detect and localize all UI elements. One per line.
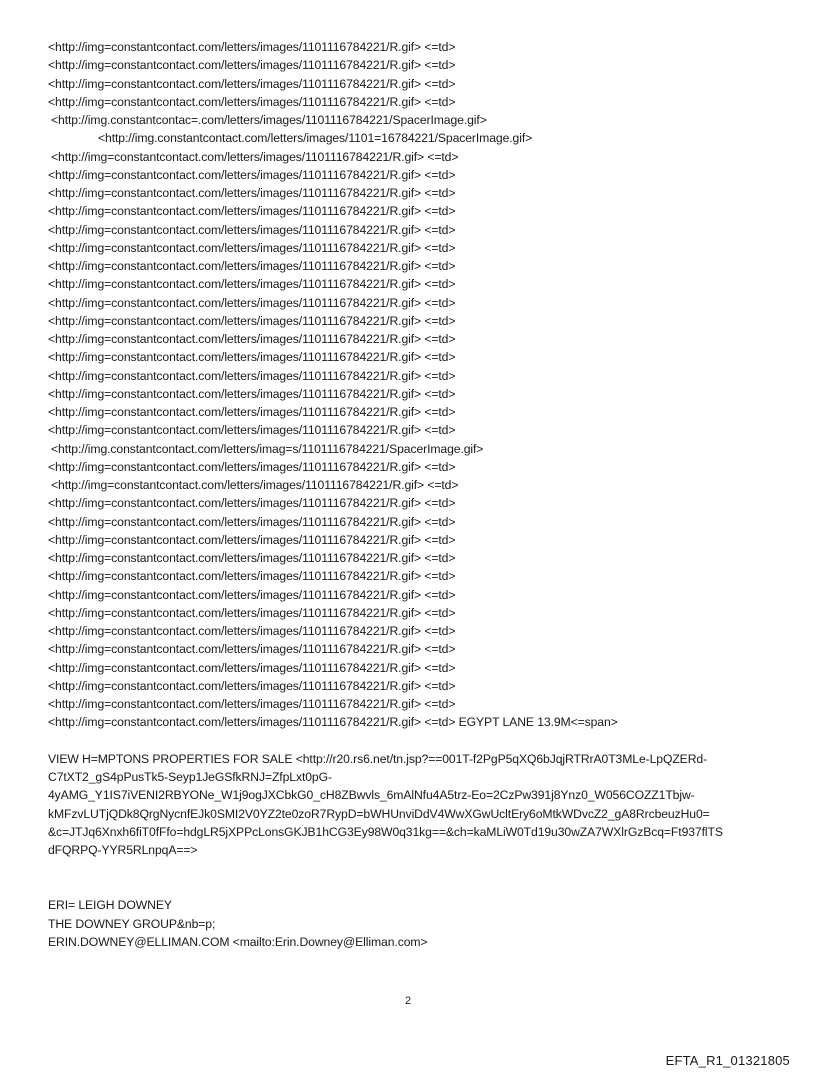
- url-line[interactable]: <http://img=constantcontact.com/letters/images/1101116784221/R.gif> <=td>: [48, 569, 456, 584]
- signature-group: THE DOWNEY GROUP&nb=p;: [48, 916, 216, 931]
- url-line-list: [48, 38, 788, 732]
- view-link-line: dFQRPQ-YYR5RLnpqA==>: [48, 843, 198, 857]
- url-line[interactable]: <http://img=constantcontact.com/letters/images/1101116784221/R.gif> <=td>: [48, 587, 456, 602]
- url-line[interactable]: <http://img.constantcontac=.com/letters/images/1101116784221/SpacerImage.gif>: [51, 113, 487, 127]
- url-line[interactable]: <http://img=constantcontact.com/letters/images/1101116784221/R.gif> <=td>: [48, 551, 456, 565]
- url-line[interactable]: <http://img=constantcontact.com/letters/images/1101116784221/R.gif> <=td>: [48, 678, 456, 693]
- url-line[interactable]: <http://img=constantcontact.com/letters/images/1101116784221/R.gif> <=td>: [51, 149, 459, 164]
- url-line[interactable]: <http://img=constantcontact.com/letters/images/1101116784221/R.gif> <=td>: [48, 532, 456, 547]
- url-line[interactable]: <http://img=constantcontact.com/letters/images/1101116784221/R.gif> <=td>: [48, 332, 456, 346]
- url-line[interactable]: <http://img=constantcontact.com/letters/images/1101116784221/R.gif> <=td>: [48, 405, 456, 419]
- url-line[interactable]: <http://img=constantcontact.com/letters/images/1101116784221/R.gif> <=td>: [48, 313, 456, 328]
- url-line[interactable]: <http://img=constantcontact.com/letters/images/1101116784221/R.gif> <=td>: [48, 277, 456, 292]
- url-line[interactable]: <http://img=constantcontact.com/letters/images/1101116784221/R.gif> <=td>: [48, 76, 456, 91]
- url-line[interactable]: <http://img=constantcontact.com/letters/images/1101116784221/R.gif> <=td>: [48, 514, 456, 529]
- view-link-line: kMFzvLUTjQDk8QrgNycnfEJk0SMI2V0YZ2te0zoR7RypD=bWHUnviDdV4WwXGwUcltEry6oMtkWDvcZ2_gA8RrcbeuzHu0=: [48, 806, 710, 821]
- url-line[interactable]: <http://img=constantcontact.com/letters/images/1101116784221/R.gif> <=td>: [48, 295, 456, 310]
- url-line[interactable]: <http://img=constantcontact.com/letters/images/1101116784221/R.gif> <=td>: [48, 605, 456, 620]
- view-link-line: C7tXT2_gS4pPusTk5-Seyp1JeGSfkRNJ=ZfpLxt0pG-: [48, 770, 332, 784]
- document-id: EFTA_R1_01321805: [665, 1053, 790, 1068]
- url-line[interactable]: <http://img.constantcontact.com/letters/imag=s/1101116784221/SpacerImage.gif>: [51, 441, 484, 456]
- email-body: [48, 38, 788, 951]
- signature-name: ERI= LEIGH DOWNEY: [48, 898, 172, 913]
- url-line[interactable]: <http://img=constantcontact.com/letters/images/1101116784221/R.gif> <=td> EGYPT LANE 13.9M<=span>: [48, 715, 618, 730]
- view-link-line: 4yAMG_Y1IS7iVENI2RBYONe_W1j9ogJXCbkG0_cH8ZBwvls_6mAlNfu4A5trz-Eo=2CzPw391j8Ynz0_W056COZZ1Tbjw-: [48, 788, 695, 803]
- url-line[interactable]: <http://img=constantcontact.com/letters/images/1101116784221/R.gif> <=td>: [48, 624, 456, 638]
- url-line[interactable]: <http://img=constantcontact.com/letters/images/1101116784221/R.gif> <=td>: [48, 204, 456, 219]
- url-line[interactable]: <http://img=constantcontact.com/letters/images/1101116784221/R.gif> <=td>: [48, 496, 456, 511]
- url-line[interactable]: <http://img=constantcontact.com/letters/images/1101116784221/R.gif> <=td>: [48, 350, 456, 365]
- view-link-line: VIEW H=MPTONS PROPERTIES FOR SALE <http://r20.rs6.net/tn.jsp?==001T-f2PgP5qXQ6bJqjRTRrA0T3MLe-LpQZERd-: [48, 751, 708, 766]
- signature-email-link[interactable]: ERIN.DOWNEY@ELLIMAN.COM <mailto:Erin.Downey@Elliman.com>: [48, 934, 428, 949]
- url-line[interactable]: <http://img=constantcontact.com/letters/images/1101116784221/R.gif> <=td>: [48, 240, 456, 255]
- url-line[interactable]: <http://img=constantcontact.com/letters/images/1101116784221/R.gif> <=td>: [48, 423, 456, 438]
- url-line[interactable]: <http://img=constantcontact.com/letters/images/1101116784221/R.gif> <=td>: [51, 478, 459, 492]
- url-line[interactable]: <http://img=constantcontact.com/letters/images/1101116784221/R.gif> <=td>: [48, 697, 456, 711]
- url-line[interactable]: <http://img=constantcontact.com/letters/images/1101116784221/R.gif> <=td>: [48, 642, 456, 657]
- url-line[interactable]: <http://img=constantcontact.com/letters/images/1101116784221/R.gif> <=td>: [48, 167, 456, 182]
- view-properties-link[interactable]: [48, 750, 788, 860]
- page-number: 2: [404, 995, 412, 1007]
- url-line[interactable]: <http://img=constantcontact.com/letters/images/1101116784221/R.gif> <=td>: [48, 660, 456, 675]
- view-link-line: &c=JTJq6Xnxh6fiT0fFfo=hdgLR5jXPPcLonsGKJB1hCG3Ey98W0q31kg==&ch=kaMLiW0Td19u30wZA7WXlrGzBcq=Ft937flTS: [48, 824, 723, 839]
- url-line[interactable]: <http://img=constantcontact.com/letters/images/1101116784221/R.gif> <=td>: [48, 186, 456, 200]
- url-line[interactable]: <http://img=constantcontact.com/letters/images/1101116784221/R.gif> <=td>: [48, 459, 456, 474]
- signature-block: [48, 896, 788, 951]
- url-line[interactable]: <http://img=constantcontact.com/letters/images/1101116784221/R.gif> <=td>: [48, 368, 456, 383]
- url-line[interactable]: <http://img=constantcontact.com/letters/images/1101116784221/R.gif> <=td>: [48, 40, 456, 54]
- url-line[interactable]: <http://img=constantcontact.com/letters/images/1101116784221/R.gif> <=td>: [48, 58, 456, 73]
- url-line[interactable]: <http://img=constantcontact.com/letters/images/1101116784221/R.gif> <=td>: [48, 222, 456, 237]
- url-line[interactable]: <http://img.constantcontact.com/letters/images/1101=16784221/SpacerImage.gif>: [98, 131, 533, 146]
- url-line[interactable]: <http://img=constantcontact.com/letters/images/1101116784221/R.gif> <=td>: [48, 94, 456, 109]
- url-line[interactable]: <http://img=constantcontact.com/letters/images/1101116784221/R.gif> <=td>: [48, 386, 456, 401]
- url-line[interactable]: <http://img=constantcontact.com/letters/images/1101116784221/R.gif> <=td>: [48, 259, 456, 273]
